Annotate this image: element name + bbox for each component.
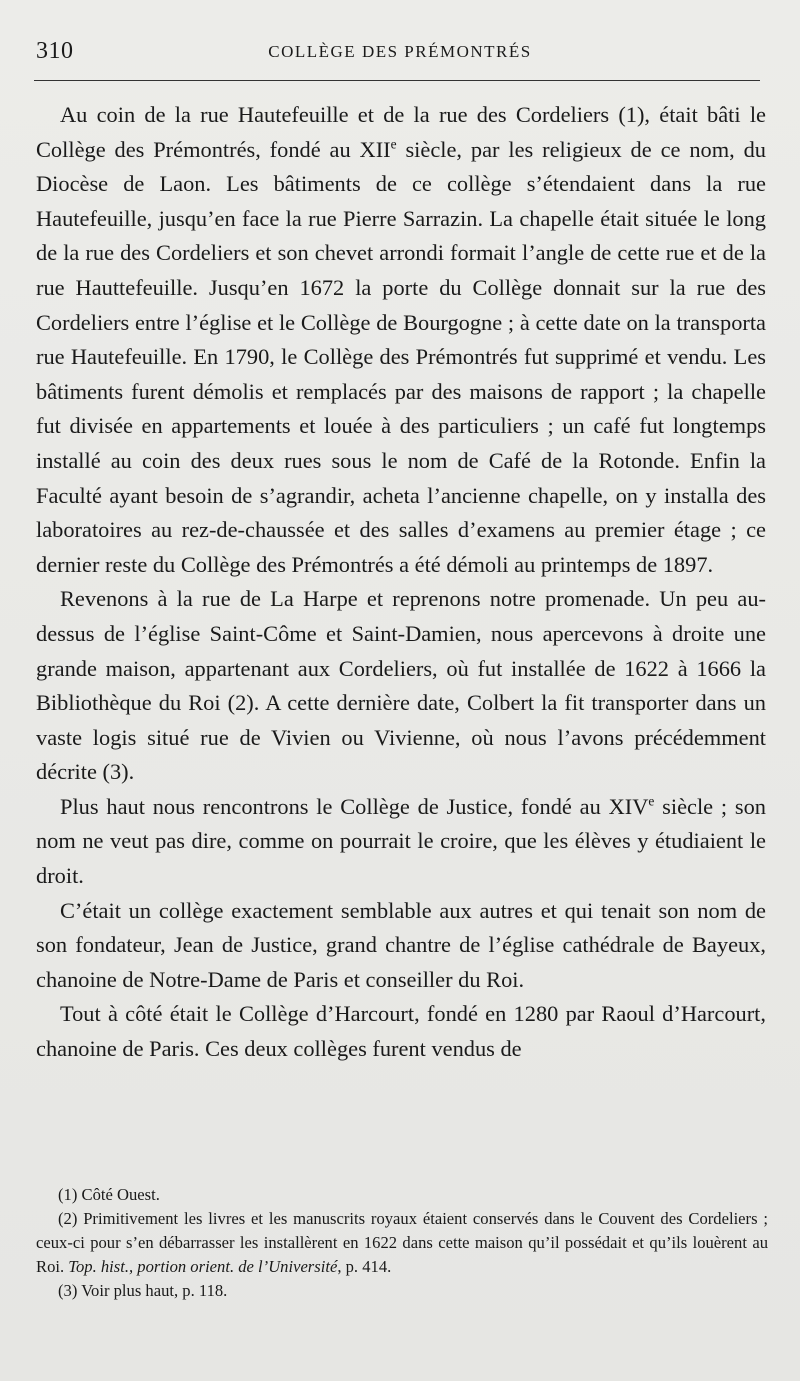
- paragraph-5: Tout à côté était le Collège d’Harcourt, fondé en 1280 par Raoul d’Harcourt, chanoine de Paris. Ces deux collèges furent vendus de: [36, 1001, 766, 1062]
- paragraph-3: Plus haut nous rencontrons le Collège de Justice, fondé au XIVe siècle ; son nom ne veut pas dire, comme on pourrait le croire, que les élèves y étudiaient le droit.: [36, 793, 766, 889]
- footnote-source: Top. hist., portion orient. de l’Université: [68, 1257, 338, 1276]
- paragraph-2: Revenons à la rue de La Harpe et reprenons notre promenade. Un peu au-dessus de l’église Saint-Côme et Saint-Damien, nous apercevons à droite une grande maison, appartenant aux Cordeliers, où fut installée de 1622 à 1666 la Bibliothèque du Roi (2). A cette dernière date, Colbert la fit transporter dans un vaste logis situé rue de Vivien ou Vivienne, où nous l’avons précédemment décrite (3).: [36, 586, 766, 785]
- footnote-1: (1) Côté Ouest.: [58, 1185, 160, 1204]
- running-title: COLLÈGE DES PRÉMONTRÉS: [268, 42, 532, 61]
- superscript: e: [648, 793, 655, 809]
- page-header: [36, 32, 764, 72]
- footnotes: [36, 1183, 768, 1303]
- paragraph-1: Au coin de la rue Hautefeuille et de la rue des Cordeliers (1), était bâti le Collège des Prémontrés, fondé au XIIe siècle, par les religieux de ce nom, du Diocèse de Laon. Les bâtiments de ce collège s’étendaient dans la rue Hautefeuille, jusqu’en face la rue Pierre Sarrazin. La chapelle était située le long de la rue des Cordeliers et son chevet arrondi formait l’angle de cette rue et de la rue Hauttefeuille. Jusqu’en 1672 la porte du Collège donnait sur la rue des Cordeliers entre l’église et le Collège de Bourgogne ; à cette date on la transporta rue Hautefeuille. En 1790, le Collège des Prémontrés fut supprimé et vendu. Les bâtiments furent démolis et remplacés par des maisons de rapport ; la chapelle fut divisée en appartements et louée à des particuliers ; un café fut longtemps installé au coin des deux rues sous le nom de Café de la Rotonde. Enfin la Faculté ayant besoin de s’agrandir, acheta l’ancienne chapelle, on y installa des laboratoires au rez-de-chaussée et des salles d’examens au premier étage ; ce dernier reste du Collège des Prémontrés a été démoli au printemps de 1897.: [36, 102, 766, 577]
- body-text: [36, 98, 766, 1067]
- page-number: 310: [36, 38, 74, 64]
- footnote-3: (3) Voir plus haut, p. 118.: [58, 1281, 228, 1300]
- header-rule: [34, 80, 760, 81]
- footnote-2: (2) Primitivement les livres et les manuscrits royaux étaient conservés dans le Couvent des Cordeliers ; ceux-ci pour s’en débarrasser les installèrent en 1622 dans cette maison qu’il possédait et qu’ils louèrent au Roi. Top. hist., portion orient. de l’Université, p. 414.: [36, 1209, 768, 1276]
- paragraph-4: C’était un collège exactement semblable aux autres et qui tenait son nom de son fondateur, Jean de Justice, grand chantre de l’église cathédrale de Bayeux, chanoine de Notre-Dame de Paris et conseiller du Roi.: [36, 897, 766, 992]
- superscript: e: [390, 135, 397, 151]
